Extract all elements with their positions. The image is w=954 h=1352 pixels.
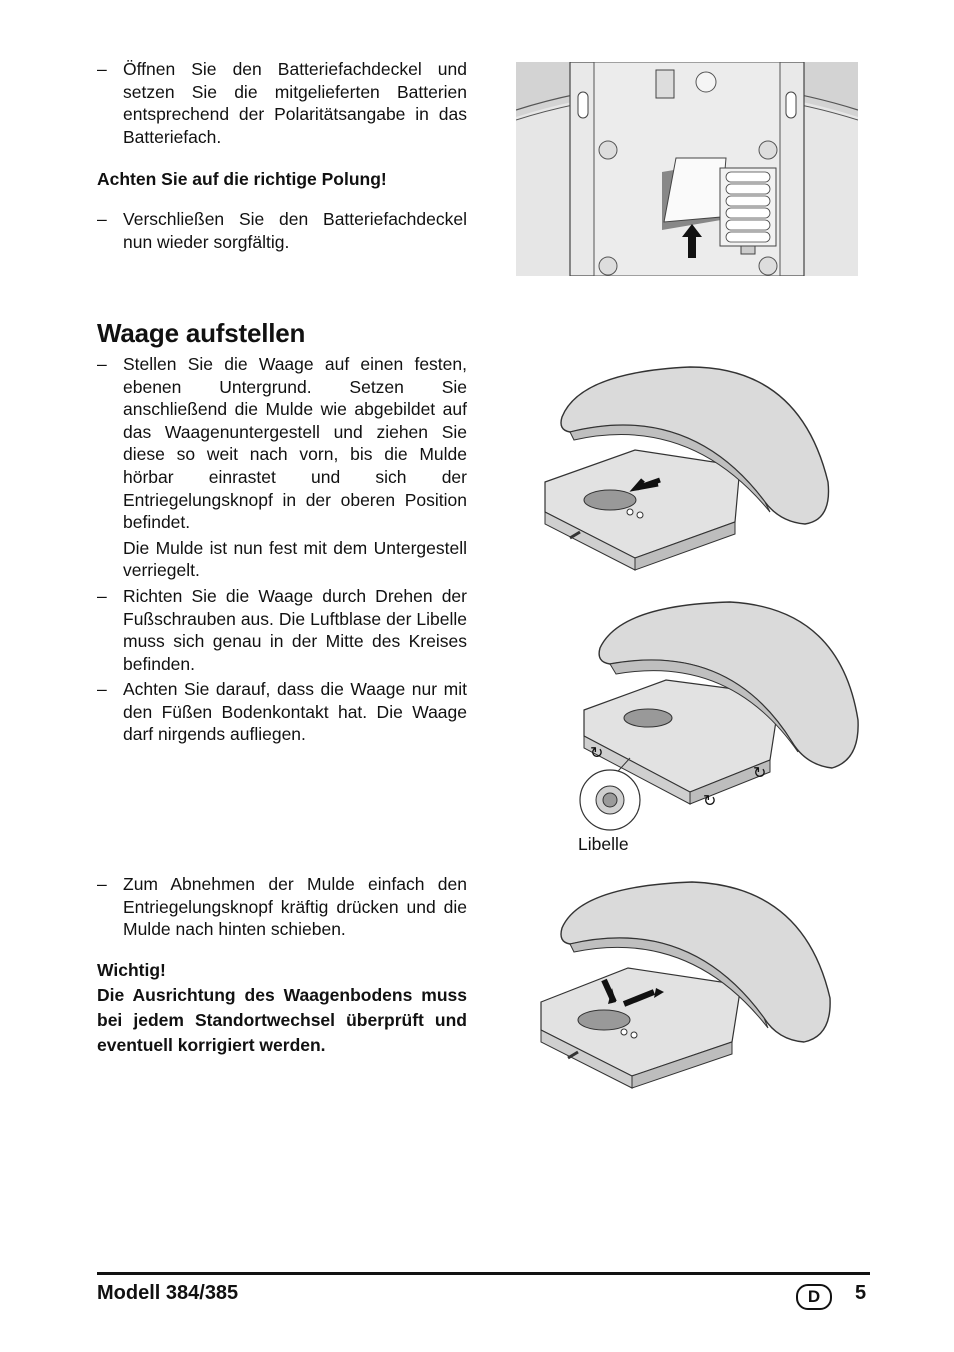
list-item-text: Richten Sie die Waage durch Drehen der Fußschrauben aus. Die Luftblase der Libelle muss sich genau in der Mitte des Kreises befinden. — [123, 586, 467, 674]
setup-step-3 — [97, 678, 467, 746]
svg-text:↻: ↻ — [590, 743, 604, 762]
list-item-text: Zum Abnehmen der Mulde einfach den Entriegelungsknopf kräftig drücken und die Mulde nach hinten schieben. — [123, 874, 467, 940]
list-dash: – — [97, 59, 107, 79]
setup-step-2 — [97, 585, 467, 675]
language-badge: D — [796, 1284, 832, 1310]
list-item-text: Achten Sie darauf, dass die Waage nur mit den Füßen Bodenkontakt hat. Die Waage darf nirgends aufliegen. — [123, 679, 467, 745]
list-item-text: Die Mulde ist nun fest mit dem Untergestell verriegelt. — [123, 537, 467, 581]
svg-text:↻: ↻ — [753, 763, 767, 782]
footer-model: Modell 384/385 — [97, 1282, 239, 1304]
bowl-placement-illustration — [540, 362, 835, 572]
list-dash: – — [97, 874, 107, 894]
list-dash: – — [97, 586, 107, 606]
list-dash: – — [97, 354, 107, 374]
important-title: Wichtig! — [97, 960, 166, 980]
levelling-illustration — [570, 600, 862, 832]
setup-step-4 — [97, 873, 467, 941]
important-text: Die Ausrichtung des Waagenbodens muss bei jedem Standortwechsel überprüft und eventuell korrigiert werden. — [97, 985, 467, 1055]
bowl-removal-illustration — [536, 880, 836, 1092]
footer-rule — [97, 1272, 870, 1275]
list-dash: – — [97, 209, 107, 229]
battery-step-2 — [97, 208, 467, 253]
setup-step-1 — [97, 353, 467, 582]
section-heading: Waage aufstellen — [97, 318, 306, 348]
battery-step-1 — [97, 58, 467, 148]
list-item-text: Verschließen Sie den Batteriefachdeckel nun wieder sorgfältig. — [123, 209, 467, 252]
page-number: 5 — [855, 1282, 867, 1304]
list-dash: – — [97, 679, 107, 699]
polarity-warning: Achten Sie auf die richtige Polung! — [97, 169, 387, 189]
list-item-text: Öffnen Sie den Batteriefachdeckel und setzen Sie die mitgelieferten Batterien entsprechend der Polaritätsangabe in das Batteriefach. — [123, 59, 467, 147]
svg-text:↻: ↻ — [703, 791, 717, 810]
list-item-text: Stellen Sie die Waage auf einen festen, ebenen Untergrund. Setzen Sie anschließend die Mulde wie abgebildet auf das Waagenuntergestell und ziehen Sie diese so weit nach vorn, bis die Mulde hörbar einrastet und sich der Entriegelungsknopf in der oberen Position befindet. — [123, 354, 467, 533]
battery-compartment-illustration — [516, 62, 858, 276]
figure-label: Libelle — [578, 834, 629, 854]
